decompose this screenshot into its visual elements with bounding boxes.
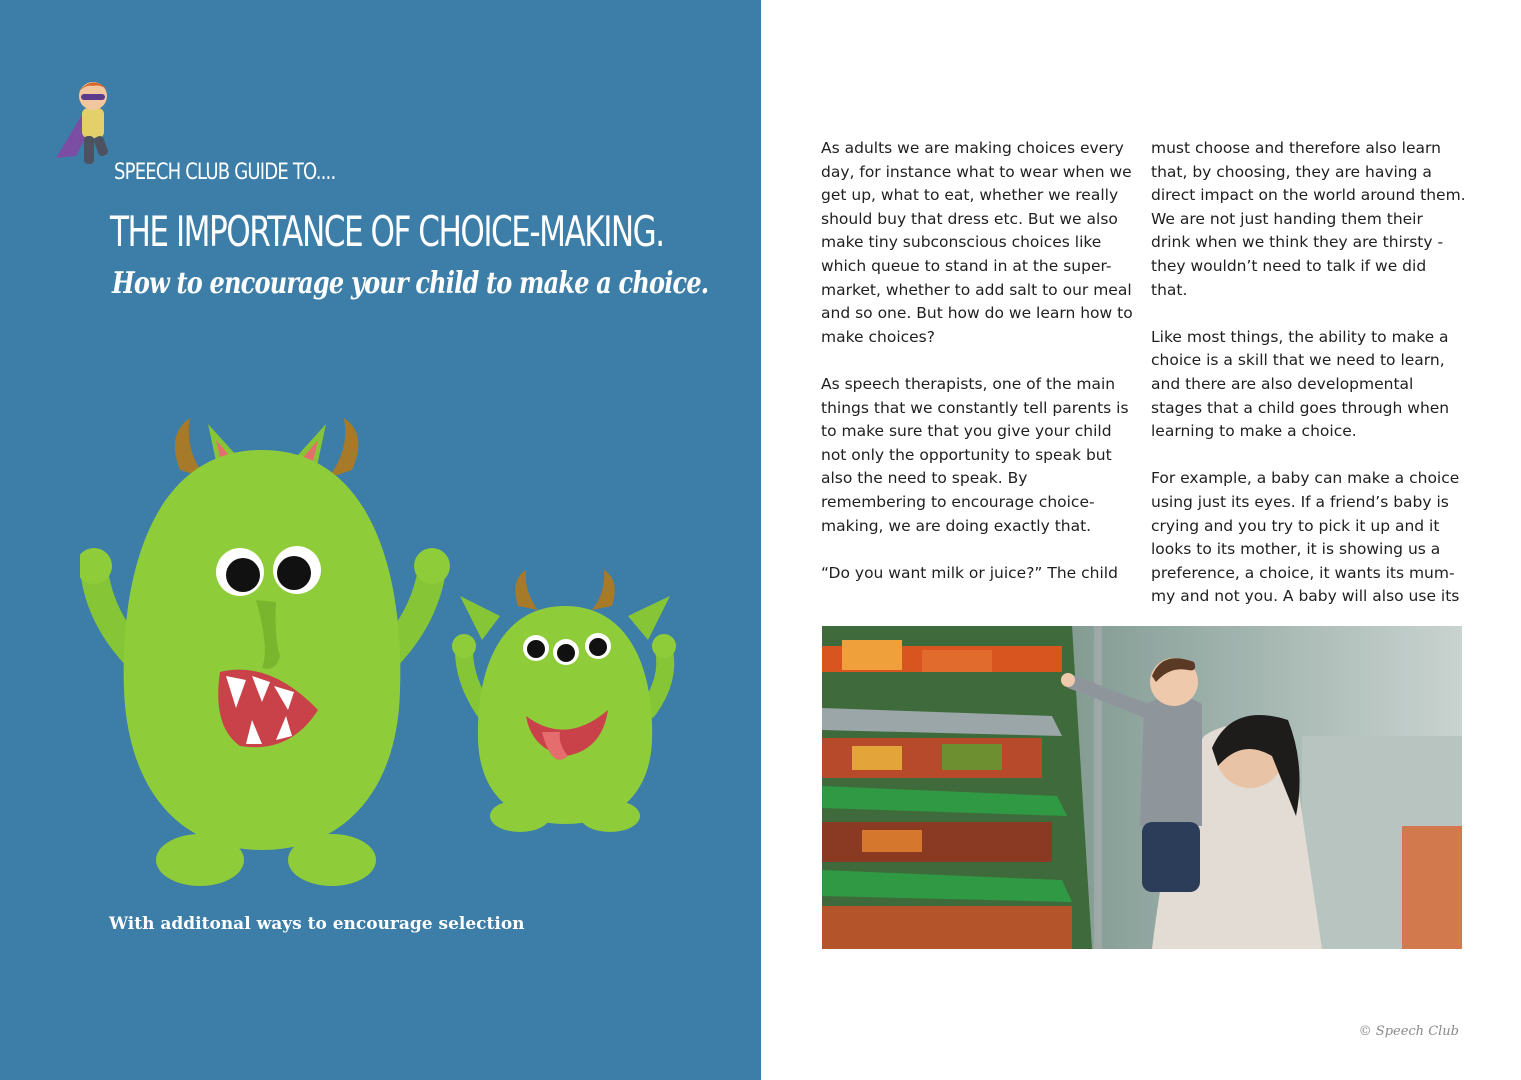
article-panel — [761, 0, 1521, 1080]
page-title: THE IMPORTANCE OF CHOICE-MAKING. — [110, 207, 664, 256]
guide-kicker: SPEECH CLUB GUIDE TO.... — [114, 160, 336, 185]
paragraph: must choose and therefore also learn that, by choosing, they are having a direct impact on the world around them. We are not just handing them their drink when we think they are thirsty - they wouldn’t need to talk if we did that. — [1151, 139, 1466, 299]
article-column-1 — [821, 137, 1136, 609]
copyright-notice: © Speech Club — [1358, 1024, 1459, 1039]
page-subtitle: How to encourage your child to make a choice. — [112, 266, 709, 301]
supermarket-photo — [822, 626, 1462, 949]
monsters-illustration — [80, 410, 690, 900]
paragraph: For example, a baby can make a choice using just its eyes. If a friend’s baby is crying and you try to pick it up and it looks to its mother, it is showing us a preference, a choice, it wants its mum-my and not you. A baby will also use its — [1151, 469, 1460, 606]
article-column-2 — [1151, 137, 1466, 632]
paragraph: As adults we are making choices every day, for instance what to wear when we get up, what to eat, whether we really should buy that dress etc. But we also make tiny subconscious choices like which queue to stand in at the super-market, whether to add salt to our meal and so one. But how do we learn how to make choices? — [821, 139, 1133, 346]
big-monster — [80, 418, 450, 886]
paragraph: “Do you want milk or juice?” The child — [821, 563, 1118, 582]
small-monster — [452, 570, 676, 832]
paragraph: As speech therapists, one of the main things that we constantly tell parents is to make sure that you give your child not only the opportunity to speak but also the need to speak. By remembering to encourage choice-making, we are doing exactly that. — [821, 374, 1129, 535]
paragraph: Like most things, the ability to make a choice is a skill that we need to learn, and there are also developmental stages that a child goes through when learning to make a choice. — [1151, 327, 1450, 441]
cover-footnote: With additonal ways to encourage selection — [109, 914, 525, 934]
